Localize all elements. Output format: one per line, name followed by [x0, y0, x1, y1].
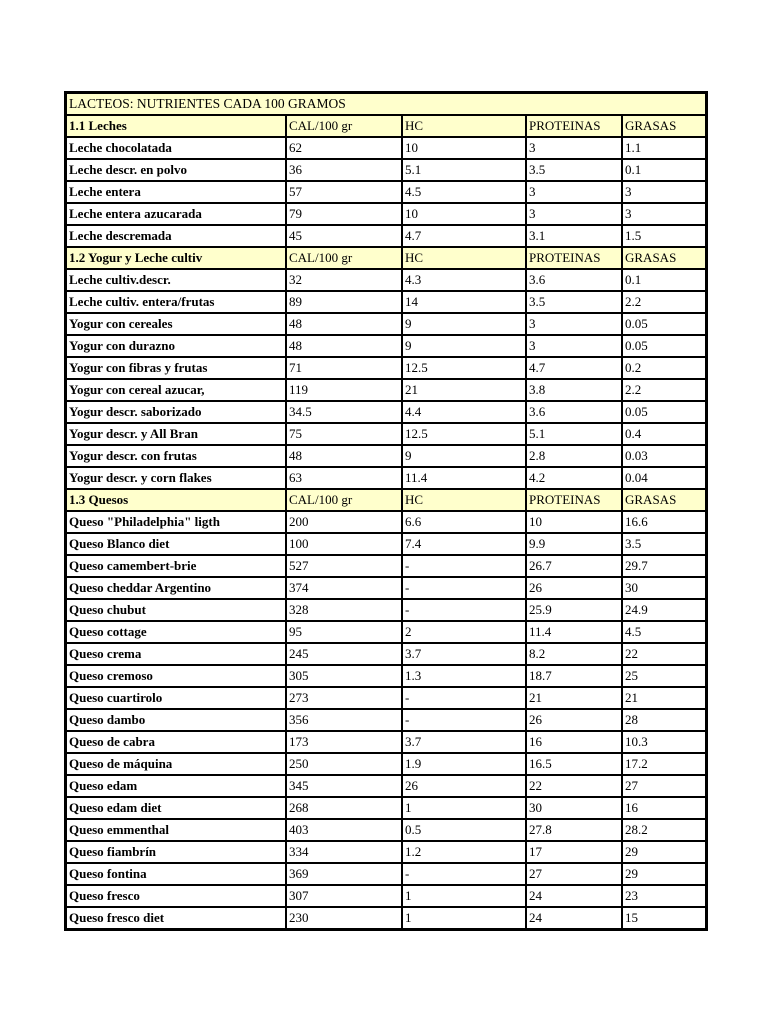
calories-cell: 63: [286, 467, 402, 489]
proteins-cell: 24: [526, 885, 622, 907]
food-name-cell: Yogur con cereal azucar,: [66, 379, 286, 401]
section-title: 1.3 Quesos: [66, 489, 286, 511]
nutrient-table-body: [66, 93, 706, 929]
section-title: 1.2 Yogur y Leche cultiv: [66, 247, 286, 269]
table-row: [66, 225, 706, 247]
table-row: [66, 511, 706, 533]
fats-cell: 15: [622, 907, 706, 929]
food-name-cell: Queso "Philadelphia" ligth: [66, 511, 286, 533]
fats-cell: 0.03: [622, 445, 706, 467]
food-name-cell: Queso camembert-brie: [66, 555, 286, 577]
carbohydrates-cell: 14: [402, 291, 526, 313]
fats-cell: 0.4: [622, 423, 706, 445]
proteins-cell: 26: [526, 577, 622, 599]
calories-cell: 48: [286, 445, 402, 467]
fats-cell: 2.2: [622, 291, 706, 313]
table-row: [66, 665, 706, 687]
section-header-row: [66, 489, 706, 511]
column-header-fats: GRASAS: [622, 247, 706, 269]
food-name-cell: Yogur con durazno: [66, 335, 286, 357]
section-title: 1.1 Leches: [66, 115, 286, 137]
fats-cell: 4.5: [622, 621, 706, 643]
proteins-cell: 8.2: [526, 643, 622, 665]
food-name-cell: Queso dambo: [66, 709, 286, 731]
calories-cell: 95: [286, 621, 402, 643]
carbohydrates-cell: -: [402, 577, 526, 599]
fats-cell: 17.2: [622, 753, 706, 775]
table-row: [66, 423, 706, 445]
proteins-cell: 26: [526, 709, 622, 731]
food-name-cell: Queso crema: [66, 643, 286, 665]
calories-cell: 89: [286, 291, 402, 313]
proteins-cell: 3.5: [526, 159, 622, 181]
carbohydrates-cell: 21: [402, 379, 526, 401]
calories-cell: 71: [286, 357, 402, 379]
table-row: [66, 379, 706, 401]
food-name-cell: Queso fresco: [66, 885, 286, 907]
calories-cell: 334: [286, 841, 402, 863]
proteins-cell: 9.9: [526, 533, 622, 555]
food-name-cell: Queso cottage: [66, 621, 286, 643]
fats-cell: 24.9: [622, 599, 706, 621]
fats-cell: 0.1: [622, 269, 706, 291]
carbohydrates-cell: 9: [402, 445, 526, 467]
column-header-carbohydrates: HC: [402, 115, 526, 137]
proteins-cell: 27: [526, 863, 622, 885]
table-row: [66, 621, 706, 643]
carbohydrates-cell: 4.7: [402, 225, 526, 247]
fats-cell: 2.2: [622, 379, 706, 401]
proteins-cell: 2.8: [526, 445, 622, 467]
carbohydrates-cell: 1.9: [402, 753, 526, 775]
table-row: [66, 313, 706, 335]
calories-cell: 173: [286, 731, 402, 753]
calories-cell: 57: [286, 181, 402, 203]
calories-cell: 305: [286, 665, 402, 687]
fats-cell: 27: [622, 775, 706, 797]
carbohydrates-cell: 26: [402, 775, 526, 797]
calories-cell: 36: [286, 159, 402, 181]
carbohydrates-cell: 4.4: [402, 401, 526, 423]
fats-cell: 16: [622, 797, 706, 819]
carbohydrates-cell: 1: [402, 907, 526, 929]
table-row: [66, 841, 706, 863]
fats-cell: 25: [622, 665, 706, 687]
calories-cell: 100: [286, 533, 402, 555]
calories-cell: 62: [286, 137, 402, 159]
fats-cell: 0.1: [622, 159, 706, 181]
calories-cell: 369: [286, 863, 402, 885]
carbohydrates-cell: 3.7: [402, 643, 526, 665]
carbohydrates-cell: 1.2: [402, 841, 526, 863]
fats-cell: 22: [622, 643, 706, 665]
section-header-row: [66, 247, 706, 269]
column-header-proteins: PROTEINAS: [526, 489, 622, 511]
food-name-cell: Queso edam diet: [66, 797, 286, 819]
column-header-calories: CAL/100 gr: [286, 489, 402, 511]
carbohydrates-cell: 2: [402, 621, 526, 643]
column-header-proteins: PROTEINAS: [526, 247, 622, 269]
table-row: [66, 445, 706, 467]
carbohydrates-cell: 11.4: [402, 467, 526, 489]
carbohydrates-cell: 5.1: [402, 159, 526, 181]
table-row: [66, 291, 706, 313]
table-row: [66, 181, 706, 203]
food-name-cell: Yogur descr. saborizado: [66, 401, 286, 423]
carbohydrates-cell: 4.3: [402, 269, 526, 291]
table-row: [66, 863, 706, 885]
table-row: [66, 269, 706, 291]
calories-cell: 268: [286, 797, 402, 819]
table-row: [66, 753, 706, 775]
fats-cell: 28: [622, 709, 706, 731]
fats-cell: 0.2: [622, 357, 706, 379]
table-row: [66, 731, 706, 753]
carbohydrates-cell: 10: [402, 203, 526, 225]
fats-cell: 3: [622, 181, 706, 203]
carbohydrates-cell: 6.6: [402, 511, 526, 533]
proteins-cell: 10: [526, 511, 622, 533]
table-row: [66, 599, 706, 621]
carbohydrates-cell: 12.5: [402, 357, 526, 379]
food-name-cell: Leche descr. en polvo: [66, 159, 286, 181]
fats-cell: 23: [622, 885, 706, 907]
carbohydrates-cell: 10: [402, 137, 526, 159]
proteins-cell: 24: [526, 907, 622, 929]
proteins-cell: 3: [526, 181, 622, 203]
food-name-cell: Yogur con fibras y frutas: [66, 357, 286, 379]
table-row: [66, 687, 706, 709]
food-name-cell: Queso emmenthal: [66, 819, 286, 841]
carbohydrates-cell: 4.5: [402, 181, 526, 203]
food-name-cell: Leche cultiv. entera/frutas: [66, 291, 286, 313]
table-row: [66, 467, 706, 489]
calories-cell: 32: [286, 269, 402, 291]
column-header-carbohydrates: HC: [402, 247, 526, 269]
fats-cell: 0.05: [622, 313, 706, 335]
fats-cell: 29.7: [622, 555, 706, 577]
food-name-cell: Queso cuartirolo: [66, 687, 286, 709]
calories-cell: 403: [286, 819, 402, 841]
table-row: [66, 555, 706, 577]
calories-cell: 48: [286, 335, 402, 357]
food-name-cell: Queso fontina: [66, 863, 286, 885]
food-name-cell: Queso de máquina: [66, 753, 286, 775]
column-header-carbohydrates: HC: [402, 489, 526, 511]
table-row: [66, 885, 706, 907]
food-name-cell: Queso cheddar Argentino: [66, 577, 286, 599]
proteins-cell: 11.4: [526, 621, 622, 643]
fats-cell: 21: [622, 687, 706, 709]
food-name-cell: Yogur descr. y corn flakes: [66, 467, 286, 489]
calories-cell: 345: [286, 775, 402, 797]
food-name-cell: Queso cremoso: [66, 665, 286, 687]
carbohydrates-cell: 12.5: [402, 423, 526, 445]
proteins-cell: 16: [526, 731, 622, 753]
calories-cell: 356: [286, 709, 402, 731]
food-name-cell: Queso edam: [66, 775, 286, 797]
food-name-cell: Leche chocolatada: [66, 137, 286, 159]
calories-cell: 48: [286, 313, 402, 335]
fats-cell: 16.6: [622, 511, 706, 533]
column-header-calories: CAL/100 gr: [286, 115, 402, 137]
calories-cell: 374: [286, 577, 402, 599]
proteins-cell: 5.1: [526, 423, 622, 445]
food-name-cell: Queso fiambrín: [66, 841, 286, 863]
carbohydrates-cell: -: [402, 863, 526, 885]
table-title-row: [66, 93, 706, 115]
fats-cell: 10.3: [622, 731, 706, 753]
table-row: [66, 137, 706, 159]
section-header-row: [66, 115, 706, 137]
proteins-cell: 3.5: [526, 291, 622, 313]
food-name-cell: Leche entera: [66, 181, 286, 203]
fats-cell: 1.1: [622, 137, 706, 159]
food-name-cell: Leche entera azucarada: [66, 203, 286, 225]
carbohydrates-cell: 1: [402, 885, 526, 907]
food-name-cell: Leche descremada: [66, 225, 286, 247]
carbohydrates-cell: -: [402, 599, 526, 621]
table-row: [66, 159, 706, 181]
fats-cell: 29: [622, 841, 706, 863]
table-row: [66, 401, 706, 423]
food-name-cell: Queso Blanco diet: [66, 533, 286, 555]
calories-cell: 200: [286, 511, 402, 533]
table-row: [66, 819, 706, 841]
table-row: [66, 907, 706, 929]
calories-cell: 245: [286, 643, 402, 665]
table-row: [66, 797, 706, 819]
fats-cell: 0.05: [622, 335, 706, 357]
proteins-cell: 26.7: [526, 555, 622, 577]
proteins-cell: 3.1: [526, 225, 622, 247]
proteins-cell: 3.6: [526, 269, 622, 291]
table-row: [66, 533, 706, 555]
calories-cell: 328: [286, 599, 402, 621]
calories-cell: 230: [286, 907, 402, 929]
fats-cell: 3.5: [622, 533, 706, 555]
table-row: [66, 709, 706, 731]
carbohydrates-cell: -: [402, 687, 526, 709]
food-name-cell: Queso fresco diet: [66, 907, 286, 929]
proteins-cell: 3: [526, 137, 622, 159]
calories-cell: 75: [286, 423, 402, 445]
food-name-cell: Queso de cabra: [66, 731, 286, 753]
fats-cell: 0.04: [622, 467, 706, 489]
proteins-cell: 3: [526, 203, 622, 225]
proteins-cell: 16.5: [526, 753, 622, 775]
fats-cell: 30: [622, 577, 706, 599]
carbohydrates-cell: 9: [402, 335, 526, 357]
table-row: [66, 357, 706, 379]
carbohydrates-cell: 3.7: [402, 731, 526, 753]
food-name-cell: Yogur descr. y All Bran: [66, 423, 286, 445]
food-name-cell: Yogur descr. con frutas: [66, 445, 286, 467]
proteins-cell: 4.2: [526, 467, 622, 489]
carbohydrates-cell: 9: [402, 313, 526, 335]
calories-cell: 79: [286, 203, 402, 225]
table-row: [66, 203, 706, 225]
fats-cell: 28.2: [622, 819, 706, 841]
calories-cell: 307: [286, 885, 402, 907]
fats-cell: 3: [622, 203, 706, 225]
calories-cell: 119: [286, 379, 402, 401]
proteins-cell: 22: [526, 775, 622, 797]
fats-cell: 1.5: [622, 225, 706, 247]
calories-cell: 45: [286, 225, 402, 247]
table-row: [66, 335, 706, 357]
table-title: LACTEOS: NUTRIENTES CADA 100 GRAMOS: [66, 93, 706, 115]
proteins-cell: 3.8: [526, 379, 622, 401]
carbohydrates-cell: 1.3: [402, 665, 526, 687]
fats-cell: 0.05: [622, 401, 706, 423]
carbohydrates-cell: -: [402, 709, 526, 731]
proteins-cell: 17: [526, 841, 622, 863]
column-header-calories: CAL/100 gr: [286, 247, 402, 269]
fats-cell: 29: [622, 863, 706, 885]
column-header-fats: GRASAS: [622, 489, 706, 511]
calories-cell: 527: [286, 555, 402, 577]
proteins-cell: 3: [526, 335, 622, 357]
carbohydrates-cell: 0.5: [402, 819, 526, 841]
food-name-cell: Queso chubut: [66, 599, 286, 621]
food-name-cell: Yogur con cereales: [66, 313, 286, 335]
calories-cell: 34.5: [286, 401, 402, 423]
calories-cell: 250: [286, 753, 402, 775]
carbohydrates-cell: -: [402, 555, 526, 577]
nutrient-table: [64, 91, 708, 931]
proteins-cell: 18.7: [526, 665, 622, 687]
column-header-proteins: PROTEINAS: [526, 115, 622, 137]
carbohydrates-cell: 7.4: [402, 533, 526, 555]
carbohydrates-cell: 1: [402, 797, 526, 819]
proteins-cell: 21: [526, 687, 622, 709]
column-header-fats: GRASAS: [622, 115, 706, 137]
calories-cell: 273: [286, 687, 402, 709]
table-row: [66, 643, 706, 665]
food-name-cell: Leche cultiv.descr.: [66, 269, 286, 291]
table-row: [66, 775, 706, 797]
proteins-cell: 25.9: [526, 599, 622, 621]
proteins-cell: 30: [526, 797, 622, 819]
table-row: [66, 577, 706, 599]
proteins-cell: 4.7: [526, 357, 622, 379]
proteins-cell: 3: [526, 313, 622, 335]
proteins-cell: 27.8: [526, 819, 622, 841]
proteins-cell: 3.6: [526, 401, 622, 423]
